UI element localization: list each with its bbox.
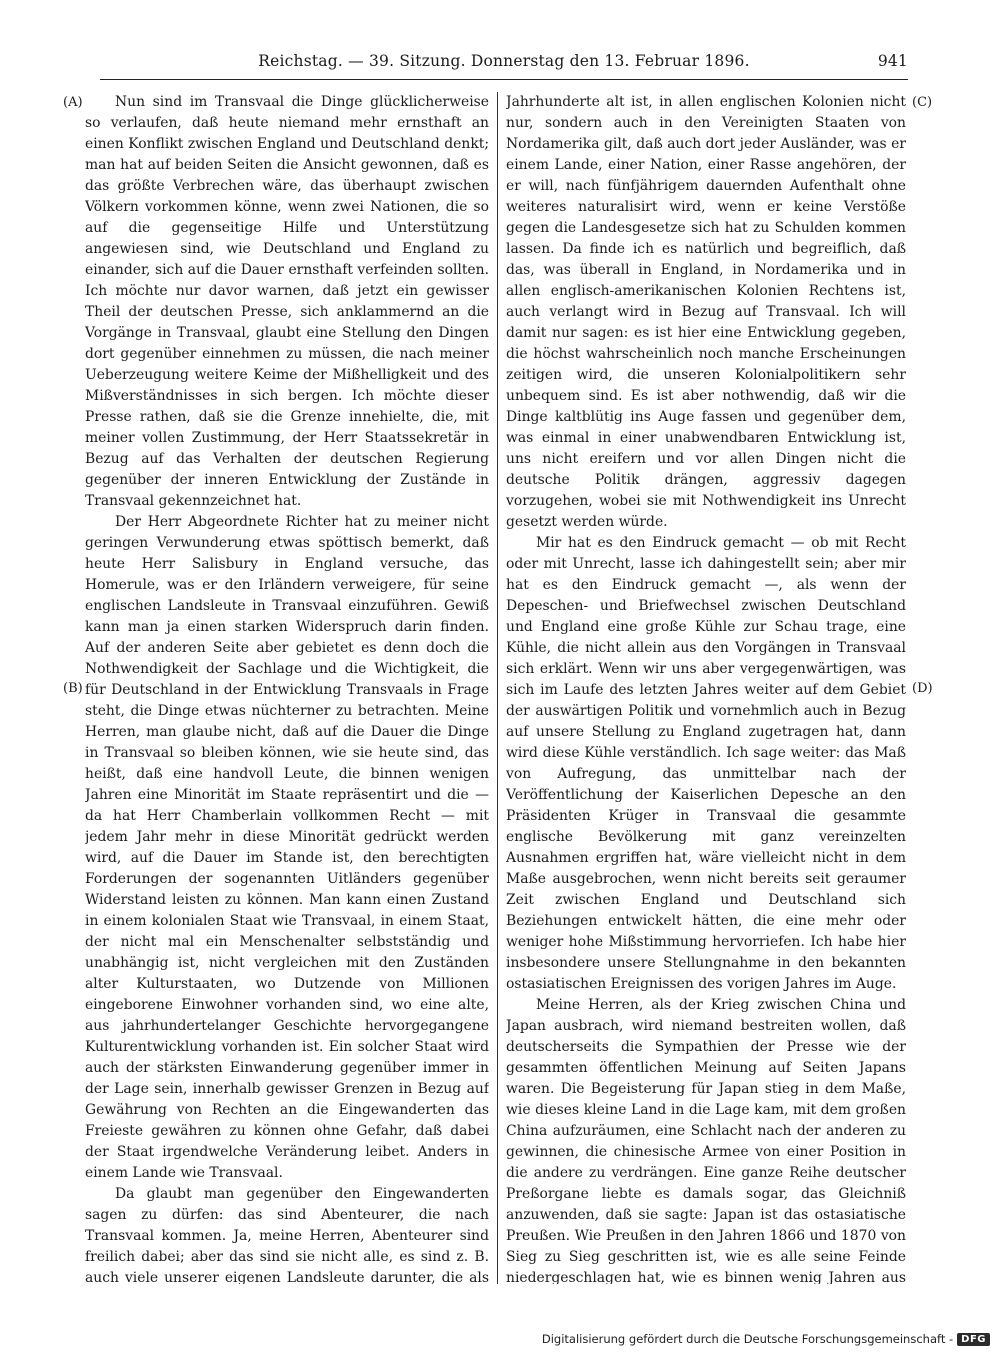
- margin-marker-a: (A): [63, 95, 83, 110]
- column-divider: [497, 92, 498, 1284]
- paragraph: Da glaubt man gegenüber den Eingewanderten sagen zu dürfen: das sind Abenteurer, die nach Transvaal kommen. Ja, meine Herren, Abenteurer sind freilich dabei; aber das sind sie nicht alle, es sind z. B. auch viele unserer eigenen Landsleute darunter, die als: [85, 1186, 489, 1284]
- running-title: Reichstag. — 39. Sitzung. Donnerstag den 13. Februar 1896.: [258, 52, 750, 70]
- margin-marker-c: (C): [912, 95, 933, 110]
- header-rule: [100, 79, 908, 80]
- paragraph: Meine Herren, als der Krieg zwischen China und Japan ausbrach, wird niemand bestreiten wollen, daß deutscherseits die Sympathien der Presse wie der gesammten öffentlichen Meinung auf Seiten Japans waren. Die Begeisterung für Japan stieg in dem Maße, wie dieses kleine Land in die Lage kam, mit dem großen China aufzuräumen, eine Schlacht nach der anderen zu gewinnen, die chinesische Armee von einer Position in die andere zu verdrängen. Eine ganze Reihe deutscher Preßorgane liebte es damals sogar, das Gleichniß anzuwenden, daß sie sagte: Japan ist das ostasiatische Preußen. Wie Preußen in den Jahren 1866 und 1870 von Sieg zu Sieg geschritten ist, wie es alle seine Feinde niedergeschlagen hat, wie es binnen wenig Jahren aus: [506, 997, 906, 1284]
- paragraph: Nun sind im Transvaal die Dinge glücklicherweise so verlaufen, daß heute niemand mehr ernsthaft an einen Konflikt zwischen England und Deutschland denkt; man hat auf beiden Seiten die Ansicht gewonnen, daß es das größte Verbrechen wäre, das überhaupt zwischen Völkern vorkommen könne, wenn zwei Nationen, die so auf die gegenseitige Hilfe und Unterstützung angewiesen sind, wie Deutschland und England zu einander, sich auf die Dauer ernsthaft verfeinden sollten. Ich möchte nur davor warnen, daß jetzt ein gewisser Theil der deutschen Presse, sich anklammernd an die Vorgänge in Transvaal, glaubt eine Stellung den Dingen dort gegenüber einnehmen zu müssen, die nach meiner Ueberzeugung weitere Keime der Mißhelligkeit und des Mißverständnisses in sich bergen. Ich möchte dieser Presse rathen, daß sie die Grenze innehielte, die, mit meiner vollen Zustimmung, der Herr Staatssekretär in Bezug auf das Verhalten der deutschen Regierung gegenüber der inneren Entwicklung der Zustände in Transvaal gekennzeichnet hat.: [85, 94, 489, 509]
- margin-marker-b: (B): [63, 681, 83, 696]
- paragraph: Der Herr Abgeordnete Richter hat zu meiner nicht geringen Verwunderung etwas spöttisch bemerkt, daß heute Herr Salisbury in England versuche, das Homerule, was er den Irländern verweigere, für seine englischen Landsleute in Transvaal einzuführen. Gewiß kann man ja einen starken Widerspruch darin finden. Auf der anderen Seite aber gebietet es denn doch die Nothwendigkeit der Sachlage und die Wichtigkeit, die für Deutschland in der Entwicklung Transvaals in Frage steht, die Dinge etwas nüchterner zu betrachten. Meine Herren, man glaube nicht, daß auf die Dauer die Dinge in Transvaal so bleiben können, wie sie heute sind, das heißt, daß eine handvoll Leute, die binnen wenigen Jahren eine Minorität im Staate repräsentirt und die — da hat Herr Chamberlain vollkommen Recht — mit jedem Jahr mehr in diese Minorität gedrückt werden wird, auf die Dauer im Stande ist, den berechtigten Forderungen der sogenannten Uitländers gegenüber Widerstand leisten zu können. Man kann einen Zustand in einem kolonialen Staat wie Transvaal, in einem Staat, der nicht mal ein Menschenalter selbstständig und unabhängig ist, nicht vergleichen mit den Zuständen alter Kulturstaaten, wo Dutzende von Millionen eingeborene Einwohner vorhanden sind, wo eine alte, aus jahrhundertelanger Geschichte hervorgegangene Kulturentwicklung vorhanden ist. Ein solcher Staat wird auch der stärksten Einwanderung gegenüber immer in der Lage sein, innerhalb gewisser Grenzen in Bezug auf Gewährung von Rechten an die Eingewanderten das Freieste gewähren zu können ohne Gefahr, daß dabei der Staat irgendwelche Veränderung leibet. Anders in einem Lande wie Transvaal.: [85, 514, 489, 1181]
- margin-marker-d: (D): [912, 681, 933, 696]
- right-text-column: [506, 92, 906, 1284]
- paragraph: Jahrhunderte alt ist, in allen englischen Kolonien nicht nur, sondern auch in den Vereinigten Staaten von Nordamerika gilt, daß auch dort jeder Ausländer, was er einem Lande, einer Nation, einer Rasse angehören, der er will, nach fünfjährigem dauernden Aufenthalt ohne weiteres naturalisirt wird, wenn er keine Verstöße gegen die Landesgesetze sich hat zu Schulden kommen lassen. Da finde ich es natürlich und begreiflich, daß das, was überall in England, in Nordamerika und in allen englisch-amerikanischen Kolonien Rechtens ist, auch verlangt wird in Bezug auf Transvaal. Ich will damit nur sagen: es ist hier eine Entwicklung gegeben, die höchst wahrscheinlich noch manche Erscheinungen zeitigen wird, die unseren Kolonialpolitikern sehr unbequem sind. Es ist aber nothwendig, daß wir die Dinge kaltblütig ins Auge fassen und gegenüber dem, was einmal in einer unabwendbaren Entwicklung ist, uns nicht ereifern und vor allen Dingen nicht die deutsche Politik drängen, aggressiv dagegen vorzugehen, wobei sie mit Nothwendigkeit ins Unrecht gesetzt werden würde.: [506, 94, 906, 530]
- digitization-credit: [542, 1330, 990, 1348]
- page-number: 941: [877, 52, 908, 70]
- page-header: [100, 52, 908, 76]
- paragraph: Mir hat es den Eindruck gemacht — ob mit Recht oder mit Unrecht, lasse ich dahingestellt sein; aber mir hat es den Eindruck gemacht —, als wenn der Depeschen- und Briefwechsel zwischen Deutschland und England eine große Kühle zur Schau trage, eine Kühle, die nicht allein aus den Vorgängen in Transvaal sich erklärt. Wenn wir uns aber vergegenwärtigen, was sich im Laufe des letzten Jahres weiter auf dem Gebiet der auswärtigen Politik und vornehmlich auch in Bezug auf unsere Stellung zu England zugetragen hat, dann wird diese Kühle verständlich. Ich sage weiter: das Maß von Aufregung, das unmittelbar nach der Veröffentlichung der Kaiserlichen Depesche an den Präsidenten Krüger in Transvaal die gesammte englische Bevölkerung mit ganz vereinzelten Ausnahmen ergriffen hat, wäre vielleicht nicht in dem Maße ausgebrochen, wenn nicht bereits seit geraumer Zeit zwischen England und Deutschland sich Beziehungen entwickelt hätten, die eine mehr oder weniger hohe Mißstimmung hervorriefen. Ich habe hier insbesondere unsere Stellungnahme in den bekannten ostasiatischen Ereignissen des vorigen Jahres im Auge.: [506, 535, 906, 992]
- dfg-logo: DFG: [957, 1333, 990, 1346]
- left-text-column: [85, 92, 489, 1284]
- credit-text: Digitalisierung gefördert durch die Deutsche Forschungsgemeinschaft -: [541, 1332, 954, 1346]
